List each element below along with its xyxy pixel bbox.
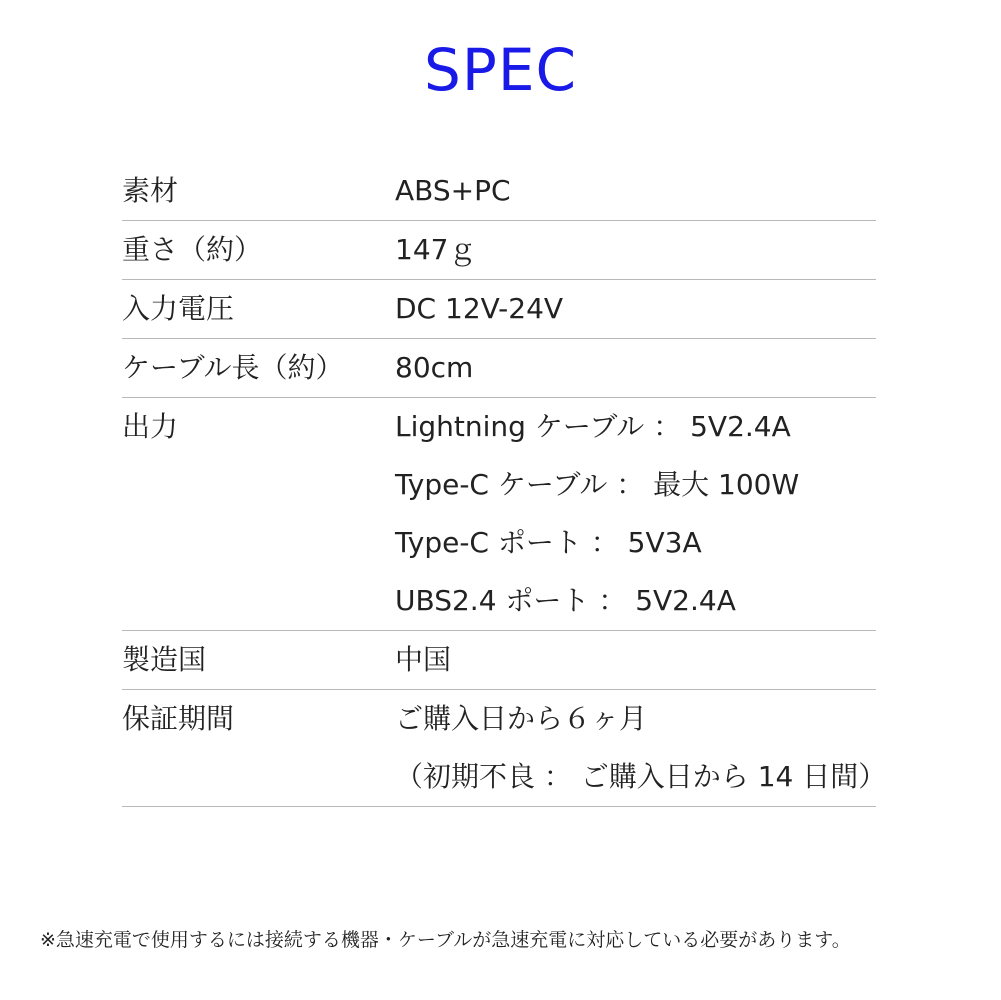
spec-row — [122, 339, 876, 398]
spec-value: （初期不良 ： ご購入日から 14 日間） — [395, 760, 887, 793]
spec-label: 保証期間 — [122, 702, 235, 735]
spec-label: 素材 — [122, 174, 179, 207]
spec-values — [395, 631, 876, 689]
spec-table — [122, 162, 887, 807]
page-title: SPEC — [424, 36, 577, 104]
spec-values — [395, 221, 876, 279]
spec-values — [395, 339, 876, 397]
spec-value: ご購入日から６ヶ月 — [395, 702, 648, 735]
spec-label: ケーブル長（約） — [122, 351, 344, 384]
spec-row — [122, 690, 887, 807]
spec-values — [395, 398, 876, 630]
footnote: ※急速充電で使用するには接続する機器・ケーブルが急速充電に対応している必要があります。 — [40, 929, 851, 951]
spec-value: UBS2.4 ポート ： 5V2.4A — [395, 584, 736, 617]
spec-label: 製造国 — [122, 643, 207, 676]
spec-label: 入力電圧 — [122, 292, 235, 325]
spec-values — [395, 162, 876, 220]
spec-row — [122, 280, 876, 339]
spec-value: 147ｇ — [395, 233, 477, 266]
spec-value: Lightning ケーブル ： 5V2.4A — [395, 410, 791, 443]
spec-label: 重さ（約） — [122, 233, 263, 266]
spec-row — [122, 631, 876, 690]
spec-values — [395, 690, 886, 806]
spec-value: 80cm — [395, 351, 474, 384]
spec-value: 中国 — [395, 643, 452, 676]
spec-row — [122, 398, 876, 631]
spec-values — [395, 280, 876, 338]
spec-value: Type-C ケーブル ： 最大 100W — [395, 468, 800, 501]
spec-label: 出力 — [122, 410, 179, 443]
spec-row — [122, 221, 876, 280]
spec-value: ABS+PC — [395, 174, 511, 207]
spec-value: Type-C ポート ： 5V3A — [395, 526, 702, 559]
spec-value: DC 12V-24V — [395, 292, 564, 325]
spec-row — [122, 162, 876, 221]
